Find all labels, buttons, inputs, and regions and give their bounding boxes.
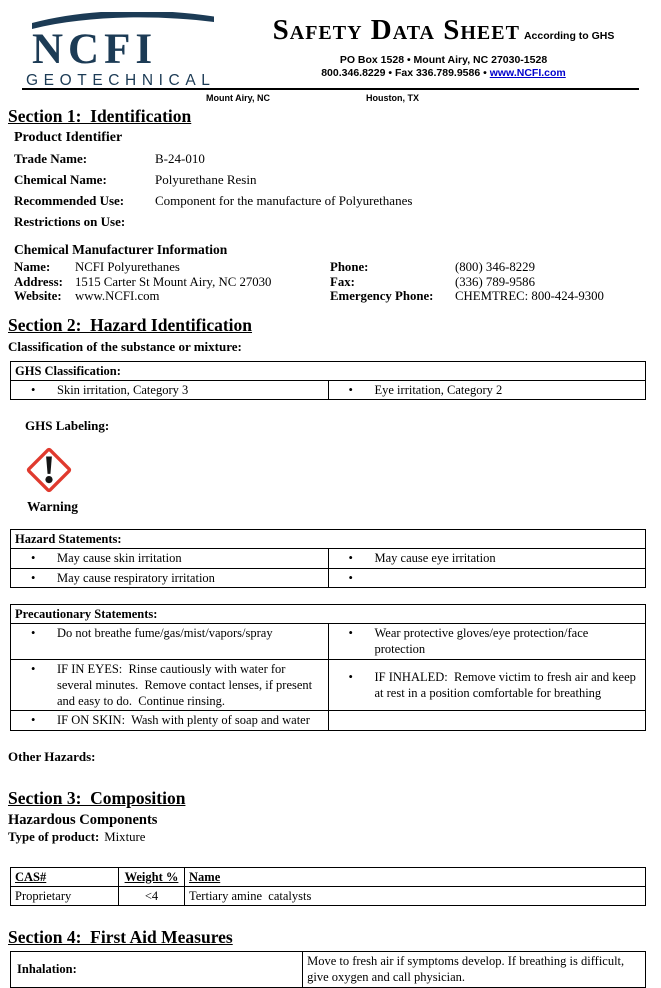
location-mount-airy: Mount Airy, NC <box>206 93 270 103</box>
ghs-classification-table <box>10 361 646 401</box>
table-row <box>11 549 646 568</box>
bullet-icon: • <box>31 570 36 585</box>
type-label: Type of product: <box>8 829 100 844</box>
locations-line <box>8 90 651 105</box>
row-value: NCFI Polyurethanes <box>75 260 180 274</box>
manufacturer-right-column <box>330 260 651 304</box>
table-header-row <box>11 867 646 886</box>
field-chemical-name <box>14 172 651 188</box>
bullet-icon: • <box>348 382 353 397</box>
section-4-heading: Section 4: First Aid Measures <box>8 927 233 947</box>
field-value: Polyurethane Resin <box>155 172 257 187</box>
first-aid-text: Move to fresh air if symptoms develop. If breathing is difficult, give oxygen and call physician. <box>303 952 646 988</box>
table-row <box>11 659 646 711</box>
classification-heading: Classification of the substance or mixture: <box>8 338 242 354</box>
signal-word: Warning <box>27 499 79 514</box>
composition-table <box>10 867 646 907</box>
precaution-text: IF IN EYES: Rinse cautiously with water for several minutes. Remove contact lenses, if present and easy to do. Continue rinsing. <box>57 661 316 708</box>
other-hazards-label: Other Hazards: <box>8 748 96 764</box>
ncfi-logo <box>24 8 240 89</box>
location-houston: Houston, TX <box>366 93 419 103</box>
row-label: Fax: <box>330 274 355 289</box>
column-header-text: CAS# <box>15 869 47 884</box>
field-trade-name <box>14 151 651 167</box>
precaution-cell <box>328 624 646 660</box>
table-header-row <box>11 361 646 380</box>
classification-text: Skin irritation, Category 3 <box>57 382 189 397</box>
table-row <box>11 624 646 660</box>
table-row <box>11 568 646 587</box>
precaution-text: Do not breathe fume/gas/mist/vapors/spray <box>57 626 273 640</box>
column-header <box>11 867 119 886</box>
manufacturer-row <box>8 275 330 290</box>
cas-cell: Proprietary <box>11 886 119 905</box>
field-value <box>155 214 651 230</box>
row-value: (800) 346-8229 <box>455 260 535 274</box>
precaution-cell <box>11 711 329 730</box>
row-label: Address: <box>14 274 63 289</box>
hazardous-components-heading: Hazardous Components <box>8 811 158 828</box>
hazard-text: May cause respiratory irritation <box>57 570 215 585</box>
field-value: Component for the manufacture of Polyurethanes <box>155 193 413 208</box>
type-value: Mixture <box>104 829 146 844</box>
precaution-cell <box>11 659 329 711</box>
field-label: Trade Name: <box>14 151 88 166</box>
type-of-product-line <box>8 830 651 845</box>
row-value: www.NCFI.com <box>75 289 160 303</box>
document-header <box>8 0 651 89</box>
row-label: Name: <box>14 260 51 274</box>
phone-fax-text: 800.346.8229 • Fax 336.789.9586 • <box>321 67 490 80</box>
row-value: 1515 Carter St Mount Airy, NC 27030 <box>75 274 272 289</box>
hazard-text: May cause eye irritation <box>374 551 496 566</box>
section-2-heading: Section 2: Hazard Identification <box>8 314 253 335</box>
logo-subtitle: GEOTECHNICAL <box>26 71 216 89</box>
bullet-icon: • <box>348 551 353 566</box>
bullet-icon: • <box>348 570 353 585</box>
title-suffix: According to GHS <box>523 30 615 42</box>
precaution-cell-empty <box>328 711 646 730</box>
classification-cell <box>11 380 329 399</box>
classification-text: Eye irritation, Category 2 <box>374 382 503 397</box>
manufacturer-heading: Chemical Manufacturer Information <box>14 242 228 257</box>
manufacturer-row <box>330 260 651 275</box>
manufacturer-info <box>8 260 651 304</box>
classification-cell <box>328 380 646 399</box>
section-3-heading: Section 3: Composition <box>8 787 186 808</box>
column-header <box>185 867 646 886</box>
hazard-cell <box>11 549 329 568</box>
table-header-row <box>11 604 646 623</box>
product-identifier-heading: Product Identifier <box>14 130 123 145</box>
page-title: Safety Data Sheet <box>272 14 520 46</box>
field-recommended-use <box>14 193 651 209</box>
address-line-1: PO Box 1528 • Mount Airy, NC 27030-1528 <box>339 54 548 66</box>
website-link[interactable]: www.NCFI.com <box>489 67 566 80</box>
bullet-icon: • <box>31 551 36 566</box>
table-row <box>11 711 646 730</box>
precaution-text: IF INHALED: Remove victim to fresh air and keep at rest in a position comfortable for breathing <box>374 669 640 700</box>
first-aid-label: Inhalation: <box>11 952 303 988</box>
table-header: GHS Classification: <box>11 361 646 380</box>
bullet-icon: • <box>31 713 36 728</box>
precaution-text: Wear protective gloves/eye protection/face protection <box>374 626 592 657</box>
precaution-cell <box>11 624 329 660</box>
column-header <box>119 867 185 886</box>
bullet-icon: • <box>31 626 36 640</box>
ghs-labeling-label: GHS Labeling: <box>25 418 110 433</box>
row-label: Emergency Phone: <box>330 289 434 303</box>
table-header-row <box>11 530 646 549</box>
precaution-cell <box>328 659 646 711</box>
title-line <box>240 16 647 45</box>
name-cell: Tertiary amine catalysts <box>185 886 646 905</box>
precaution-text: IF ON SKIN: Wash with plenty of soap and water <box>57 713 310 728</box>
table-row <box>11 380 646 399</box>
row-label: Phone: <box>330 260 369 274</box>
title-block <box>240 8 647 86</box>
precautionary-statements-table <box>10 604 646 731</box>
field-label: Restrictions on Use: <box>14 214 126 229</box>
bullet-icon: • <box>348 626 353 640</box>
hazard-cell <box>328 549 646 568</box>
hazard-cell <box>328 568 646 587</box>
row-value: (336) 789-9586 <box>455 274 535 289</box>
field-label: Recommended Use: <box>14 193 125 208</box>
company-address <box>240 54 647 80</box>
ghs-exclamation-icon <box>25 446 73 494</box>
field-value: B-24-010 <box>155 151 205 166</box>
field-label: Chemical Name: <box>14 172 107 187</box>
column-header-text: Name <box>189 869 221 884</box>
bullet-icon: • <box>348 669 353 684</box>
bullet-icon: • <box>31 661 36 676</box>
manufacturer-left-column <box>8 260 330 304</box>
hazard-statements-table <box>10 529 646 588</box>
hazard-cell <box>11 568 329 587</box>
section-1-heading: Section 1: Identification <box>8 106 192 126</box>
row-value: CHEMTREC: 800-424-9300 <box>455 289 604 303</box>
table-header: Precautionary Statements: <box>11 604 646 623</box>
column-header-text: Weight % <box>124 869 179 884</box>
table-row <box>11 886 646 905</box>
manufacturer-row <box>330 275 651 290</box>
manufacturer-row <box>330 289 651 304</box>
field-restrictions <box>14 214 651 230</box>
manufacturer-row <box>8 289 330 304</box>
address-line-2 <box>240 67 647 80</box>
manufacturer-row <box>8 260 330 275</box>
row-label: Website: <box>14 289 62 303</box>
logo-wordmark: NCFI <box>32 26 158 73</box>
bullet-icon: • <box>31 382 36 397</box>
table-header: Hazard Statements: <box>11 530 646 549</box>
ghs-pictogram-wrap <box>25 446 651 498</box>
table-row <box>11 952 646 988</box>
hazard-text: May cause skin irritation <box>57 551 182 566</box>
first-aid-table <box>10 951 646 988</box>
weight-cell: <4 <box>119 886 185 905</box>
